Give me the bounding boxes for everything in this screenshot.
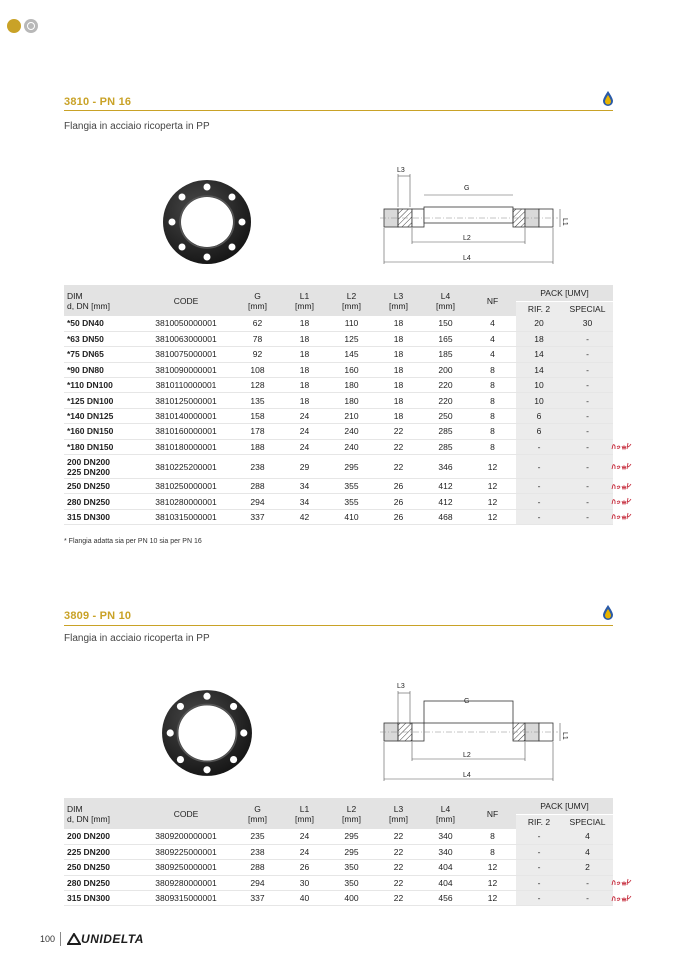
table-row [64, 494, 613, 509]
drop-logo-icon [602, 604, 614, 620]
cell-code: 3809225000001 [138, 844, 234, 859]
cell-special: - [562, 875, 613, 890]
cell-l4: 185 [422, 347, 469, 362]
cell-rif2: - [516, 509, 562, 524]
cell-l4: 412 [422, 479, 469, 494]
header-g: G [mm] [234, 285, 281, 316]
header-special: SPECIAL [562, 301, 613, 316]
cell-l1: 18 [281, 362, 328, 377]
cell-nf: 8 [469, 439, 516, 454]
header-pack: PACK [UMV] [516, 798, 613, 814]
cell-l4: 150 [422, 316, 469, 331]
cell-l4: 220 [422, 378, 469, 393]
cell-dim: *90 DN80 [64, 362, 138, 377]
cell-l1: 24 [281, 844, 328, 859]
cell-l1: 24 [281, 408, 328, 423]
header-dots [7, 19, 38, 33]
drawing-label-l3: L3 [397, 167, 405, 174]
drawing-label-l2: L2 [463, 235, 471, 242]
cell-l3: 26 [375, 479, 422, 494]
cell-l1: 24 [281, 439, 328, 454]
cell-l4: 250 [422, 408, 469, 423]
cell-code: 3810225200001 [138, 455, 234, 479]
cell-nf: 12 [469, 875, 516, 890]
header-pack: PACK [UMV] [516, 285, 613, 301]
cell-l2: 180 [328, 378, 375, 393]
cell-special: 2 [562, 860, 613, 875]
drawing-label-l4: L4 [463, 255, 471, 262]
cell-nf: 12 [469, 494, 516, 509]
flange-technical-drawing [376, 679, 582, 783]
cell-g: 238 [234, 455, 281, 479]
table-row [64, 347, 613, 362]
header-nf: NF [469, 798, 516, 829]
cell-l3: 26 [375, 509, 422, 524]
header-l3: L3 [mm] [375, 798, 422, 829]
cell-l1: 40 [281, 891, 328, 906]
cell-code: 3810063000001 [138, 331, 234, 346]
cell-rif2: - [516, 829, 562, 844]
cell-nf: 12 [469, 891, 516, 906]
header-rif2: RIF. 2 [516, 301, 562, 316]
cell-dim: *180 DN150 [64, 439, 138, 454]
section-rule [64, 625, 613, 626]
cell-l2: 295 [328, 455, 375, 479]
cell-rif2: - [516, 494, 562, 509]
cell-special: 4 [562, 844, 613, 859]
table-row [64, 509, 613, 524]
cell-l4: 220 [422, 393, 469, 408]
cell-code: 3810250000001 [138, 479, 234, 494]
table-row [64, 455, 613, 479]
header-special: SPECIAL [562, 814, 613, 829]
header-rif2: RIF. 2 [516, 814, 562, 829]
cell-code: 3809315000001 [138, 891, 234, 906]
table-row [64, 829, 613, 844]
cell-g: 288 [234, 479, 281, 494]
cell-g: 337 [234, 509, 281, 524]
cell-l2: 110 [328, 316, 375, 331]
cell-nf: 12 [469, 860, 516, 875]
cell-l3: 18 [375, 331, 422, 346]
cell-dim: *50 DN40 [64, 316, 138, 331]
cell-l1: 18 [281, 347, 328, 362]
section-rule [64, 110, 613, 111]
cell-l2: 160 [328, 362, 375, 377]
header-l2: L2 [mm] [328, 798, 375, 829]
cell-dim: 315 DN300 [64, 891, 138, 906]
cell-l2: 180 [328, 393, 375, 408]
cell-nf: 8 [469, 829, 516, 844]
cell-g: 188 [234, 439, 281, 454]
flange-photo-icon [161, 176, 253, 268]
cell-l4: 165 [422, 331, 469, 346]
cell-nf: 12 [469, 455, 516, 479]
drawing-label-l3: L3 [397, 683, 405, 690]
cell-nf: 4 [469, 347, 516, 362]
cell-rif2: 14 [516, 347, 562, 362]
cell-code: 3810315000001 [138, 509, 234, 524]
cell-l4: 456 [422, 891, 469, 906]
cell-rif2: - [516, 455, 562, 479]
cell-rif2: 6 [516, 424, 562, 439]
cell-l4: 404 [422, 860, 469, 875]
cell-dim: 200 DN200 225 DN200 [64, 455, 138, 479]
drawing-label-l4: L4 [463, 772, 471, 779]
cell-l3: 18 [375, 378, 422, 393]
cell-dim: 250 DN250 [64, 860, 138, 875]
cell-nf: 8 [469, 378, 516, 393]
cell-l3: 18 [375, 408, 422, 423]
cell-dim: *125 DN100 [64, 393, 138, 408]
cell-dim: *160 DN150 [64, 424, 138, 439]
cell-g: 128 [234, 378, 281, 393]
cell-nf: 4 [469, 316, 516, 331]
header-code: CODE [138, 285, 234, 316]
cell-nf: 12 [469, 509, 516, 524]
cell-l4: 346 [422, 455, 469, 479]
cell-l4: 285 [422, 439, 469, 454]
table-row [64, 891, 613, 906]
section-subtitle: Flangia in acciaio ricoperta in PP [64, 121, 210, 132]
cell-l2: 400 [328, 891, 375, 906]
cell-code: 3810280000001 [138, 494, 234, 509]
cell-l2: 210 [328, 408, 375, 423]
cell-dim: 250 DN250 [64, 479, 138, 494]
cell-l4: 412 [422, 494, 469, 509]
table-row [64, 424, 613, 439]
cell-rif2: - [516, 479, 562, 494]
cell-nf: 8 [469, 362, 516, 377]
cell-code: 3809200000001 [138, 829, 234, 844]
drawing-label-l1: L1 [561, 732, 568, 740]
cell-g: 238 [234, 844, 281, 859]
cell-nf: 8 [469, 844, 516, 859]
cell-l2: 295 [328, 829, 375, 844]
cell-l1: 34 [281, 494, 328, 509]
drawing-label-g: G [464, 698, 470, 705]
cell-g: 178 [234, 424, 281, 439]
cell-dim: *63 DN50 [64, 331, 138, 346]
unidelta-logo-icon [67, 933, 81, 945]
cell-rif2: - [516, 875, 562, 890]
header-dim: DIM d, DN [mm] [64, 798, 138, 829]
section-subtitle: Flangia in acciaio ricoperta in PP [64, 633, 210, 644]
cell-l1: 29 [281, 455, 328, 479]
cell-g: 294 [234, 494, 281, 509]
cell-l3: 22 [375, 439, 422, 454]
cell-rif2: 10 [516, 393, 562, 408]
table-row [64, 479, 613, 494]
table-row [64, 316, 613, 331]
cell-nf: 8 [469, 424, 516, 439]
cell-rif2: 6 [516, 408, 562, 423]
cell-dim: 225 DN200 [64, 844, 138, 859]
cell-special: - [562, 494, 613, 509]
cell-l3: 18 [375, 316, 422, 331]
cell-special: - [562, 439, 613, 454]
cell-l1: 34 [281, 479, 328, 494]
cell-g: 294 [234, 875, 281, 890]
cell-dim: *140 DN125 [64, 408, 138, 423]
table-row [64, 362, 613, 377]
cell-l2: 355 [328, 479, 375, 494]
cell-l1: 26 [281, 860, 328, 875]
section-title-3810: 3810 - PN 16 [64, 96, 132, 108]
drawing-label-l1: L1 [561, 218, 568, 226]
cell-l2: 125 [328, 331, 375, 346]
cell-l2: 355 [328, 494, 375, 509]
footer-divider [60, 932, 61, 946]
cell-nf: 8 [469, 393, 516, 408]
page-number: 100 [40, 934, 56, 944]
cell-g: 337 [234, 891, 281, 906]
cell-rif2: - [516, 439, 562, 454]
cell-code: 3810125000001 [138, 393, 234, 408]
table-row [64, 875, 613, 890]
table-row [64, 844, 613, 859]
cell-l1: 18 [281, 378, 328, 393]
header-l1: L1 [mm] [281, 285, 328, 316]
spec-table-3809 [64, 798, 613, 906]
header-l1: L1 [mm] [281, 798, 328, 829]
spec-table-3810 [64, 285, 613, 525]
cell-l4: 285 [422, 424, 469, 439]
cell-rif2: 14 [516, 362, 562, 377]
cell-g: 235 [234, 829, 281, 844]
header-nf: NF [469, 285, 516, 316]
section-title-3809: 3809 - PN 10 [64, 610, 132, 622]
cell-rif2: 18 [516, 331, 562, 346]
header-l2: L2 [mm] [328, 285, 375, 316]
cell-l4: 340 [422, 844, 469, 859]
flange-photo-icon [160, 686, 254, 780]
brand-name: UNIDELTA [81, 932, 144, 946]
cell-l3: 18 [375, 347, 422, 362]
cell-l3: 22 [375, 860, 422, 875]
cell-code: 3810050000001 [138, 316, 234, 331]
cell-l3: 22 [375, 424, 422, 439]
cell-l2: 295 [328, 844, 375, 859]
cell-l2: 240 [328, 424, 375, 439]
cell-special: - [562, 891, 613, 906]
gold-dot-icon [7, 19, 21, 33]
cell-l1: 24 [281, 424, 328, 439]
drawing-label-g: G [464, 185, 470, 192]
cell-dim: 200 DN200 [64, 829, 138, 844]
cell-l1: 42 [281, 509, 328, 524]
new-handwritten-mark [611, 496, 633, 506]
cell-l3: 22 [375, 844, 422, 859]
cell-code: 3810140000001 [138, 408, 234, 423]
cell-l2: 350 [328, 860, 375, 875]
cell-l3: 18 [375, 362, 422, 377]
cell-code: 3810090000001 [138, 362, 234, 377]
cell-l1: 18 [281, 331, 328, 346]
cell-code: 3809280000001 [138, 875, 234, 890]
cell-code: 3809250000001 [138, 860, 234, 875]
cell-l1: 24 [281, 829, 328, 844]
new-handwritten-mark [611, 441, 633, 451]
new-handwritten-mark [611, 461, 633, 471]
cell-l4: 468 [422, 509, 469, 524]
table-row [64, 393, 613, 408]
cell-rif2: - [516, 891, 562, 906]
table-row [64, 331, 613, 346]
header-l4: L4 [mm] [422, 285, 469, 316]
page-footer [40, 932, 144, 946]
flange-technical-drawing [376, 162, 582, 266]
cell-l3: 18 [375, 393, 422, 408]
cell-special: - [562, 408, 613, 423]
cell-l1: 18 [281, 316, 328, 331]
cell-special: - [562, 362, 613, 377]
new-handwritten-mark [611, 511, 633, 521]
cell-code: 3810110000001 [138, 378, 234, 393]
cell-l4: 200 [422, 362, 469, 377]
cell-l1: 18 [281, 393, 328, 408]
cell-nf: 4 [469, 331, 516, 346]
header-g: G [mm] [234, 798, 281, 829]
header-dim: DIM d, DN [mm] [64, 285, 138, 316]
table-row [64, 860, 613, 875]
new-handwritten-mark [611, 481, 633, 491]
cell-rif2: - [516, 844, 562, 859]
cell-l3: 26 [375, 494, 422, 509]
cell-l2: 145 [328, 347, 375, 362]
cell-rif2: 10 [516, 378, 562, 393]
table-row [64, 378, 613, 393]
cell-dim: 315 DN300 [64, 509, 138, 524]
cell-dim: 280 DN250 [64, 494, 138, 509]
cell-special: - [562, 347, 613, 362]
cell-g: 158 [234, 408, 281, 423]
cell-special: - [562, 393, 613, 408]
cell-l3: 22 [375, 875, 422, 890]
cell-special: - [562, 479, 613, 494]
cell-l3: 22 [375, 891, 422, 906]
cell-nf: 12 [469, 479, 516, 494]
cell-l4: 404 [422, 875, 469, 890]
cell-g: 92 [234, 347, 281, 362]
cell-special: - [562, 455, 613, 479]
new-handwritten-mark [611, 877, 633, 887]
cell-dim: *110 DN100 [64, 378, 138, 393]
cell-special: - [562, 331, 613, 346]
cell-g: 78 [234, 331, 281, 346]
cell-g: 288 [234, 860, 281, 875]
table-row [64, 408, 613, 423]
cell-nf: 8 [469, 408, 516, 423]
cell-dim: 280 DN250 [64, 875, 138, 890]
header-l4: L4 [mm] [422, 798, 469, 829]
cell-l3: 22 [375, 455, 422, 479]
cell-dim: *75 DN65 [64, 347, 138, 362]
cell-rif2: 20 [516, 316, 562, 331]
cell-l2: 240 [328, 439, 375, 454]
cell-l3: 22 [375, 829, 422, 844]
cell-special: 30 [562, 316, 613, 331]
cell-code: 3810180000001 [138, 439, 234, 454]
grey-globe-icon [24, 19, 38, 33]
new-handwritten-mark [611, 893, 633, 903]
cell-l2: 410 [328, 509, 375, 524]
cell-special: - [562, 509, 613, 524]
drop-logo-icon [602, 90, 614, 106]
cell-special: 4 [562, 829, 613, 844]
cell-l2: 350 [328, 875, 375, 890]
cell-special: - [562, 378, 613, 393]
header-code: CODE [138, 798, 234, 829]
footnote: * Flangia adatta sia per PN 10 sia per PN 16 [64, 538, 202, 545]
cell-g: 135 [234, 393, 281, 408]
table-row [64, 439, 613, 454]
cell-g: 108 [234, 362, 281, 377]
cell-code: 3810075000001 [138, 347, 234, 362]
cell-rif2: - [516, 860, 562, 875]
drawing-label-l2: L2 [463, 752, 471, 759]
cell-special: - [562, 424, 613, 439]
header-l3: L3 [mm] [375, 285, 422, 316]
cell-g: 62 [234, 316, 281, 331]
cell-code: 3810160000001 [138, 424, 234, 439]
cell-l1: 30 [281, 875, 328, 890]
cell-l4: 340 [422, 829, 469, 844]
